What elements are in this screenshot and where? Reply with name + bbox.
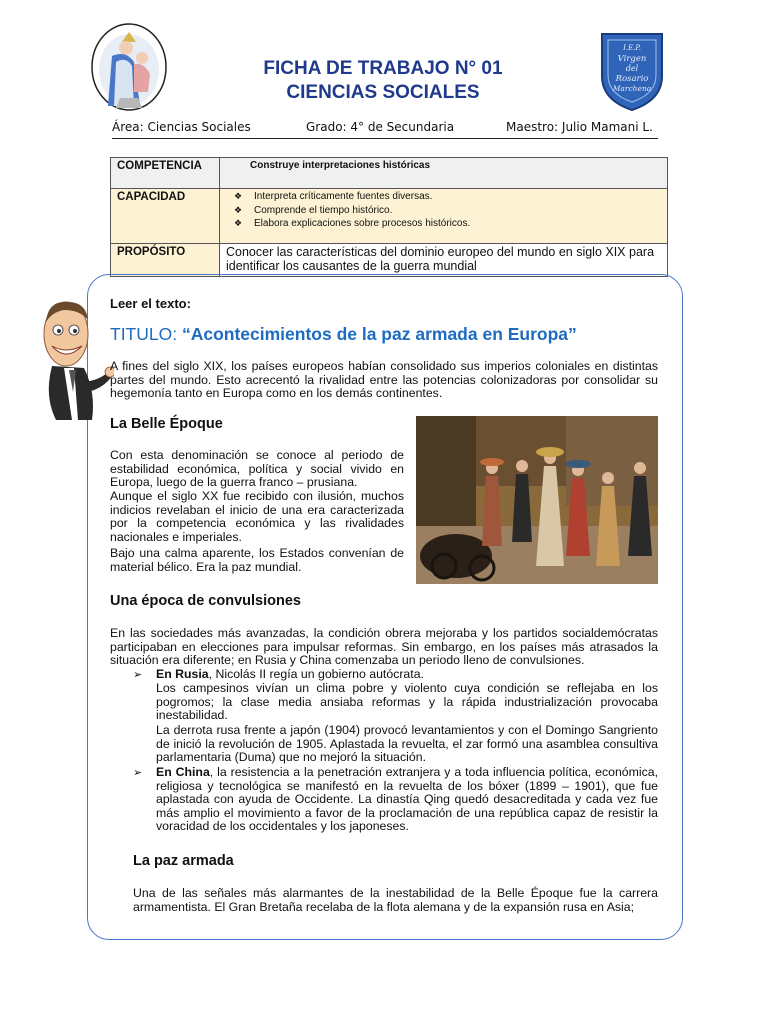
belle-paragraph-3: Bajo una calma aparente, los Estados convenían de material bélico. Era la paz mundial.: [110, 546, 404, 574]
capacidad-text: Elabora explicaciones sobre procesos históricos.: [254, 218, 471, 229]
rusia-label: En Rusia: [156, 667, 209, 681]
competency-table: [110, 157, 668, 277]
competencia-label: COMPETENCIA: [111, 158, 220, 189]
rusia-first-text: , Nicolás II regía un gobierno autócrata.: [208, 667, 424, 681]
subject-title: CIENCIAS SOCIALES: [286, 82, 480, 103]
virgin-mary-logo: [90, 22, 168, 112]
area-label: Área: Ciencias Sociales: [112, 120, 251, 134]
worksheet-title: FICHA DE TRABAJO N° 01: [263, 58, 503, 79]
course-info-line: [112, 120, 658, 139]
intro-paragraph: A fines del siglo XIX, los países europeos habían consolidado sus imperios coloniales en distintas partes del mundo. Esto acrecentó la rivalidad entre las potencias colonizadoras por consolidar su hegemonía tanto en Europa como en los demás continentes.: [110, 359, 658, 401]
belle-paragraph-2: Aunque el siglo XX fue recibido con ilusión, muchos indicios revelaban el inicio de una era caracterizada por la competencia económica y las rivalidades nacionales e imperiales.: [110, 489, 404, 544]
list-item: [234, 217, 667, 231]
heading-belle-epoque: La Belle Époque: [110, 416, 223, 432]
china-label: En China: [156, 765, 210, 779]
convulsiones-paragraph: En las sociedades más avanzadas, la condición obrera mejoraba y los partidos socialdemócratas participaban en elecciones para impulsar reformas. Sin embargo, en los países más atrasados la situación era diferente; en Rusia y China comenzaba un periodo lleno de convulsiones.: [110, 626, 658, 668]
paz-paragraph: Una de las señales más alarmantes de la inestabilidad de la Belle Époque fue la carrera armamentista. El Gran Bretaña recelaba de la flota alemana y de la expansión rusa en Asia;: [133, 886, 658, 914]
china-paragraph: [156, 766, 658, 834]
teacher-label: Maestro: Julio Mamani L.: [506, 120, 653, 134]
crest-text-4: Rosario: [615, 74, 649, 84]
diamond-bullet-icon: ❖: [234, 191, 243, 201]
list-item: [234, 204, 667, 218]
arrow-bullet-icon: ➢: [133, 767, 143, 779]
crest-text-2: Virgen: [617, 54, 647, 64]
reading-title: [110, 324, 577, 345]
proposito-value: Conocer las características del dominio europeo del mundo en siglo XIX para identificar los causantes de la guerra mundial: [220, 244, 668, 277]
arrow-bullet-icon: ➢: [133, 669, 143, 681]
crest-text-5: Marchena: [612, 84, 652, 93]
crest-text-1: I.E.P.: [623, 44, 641, 52]
proposito-label: PROPÓSITO: [111, 244, 220, 277]
capacidad-text: Comprende el tiempo histórico.: [254, 204, 393, 216]
capacidad-list: [220, 189, 667, 231]
competencia-value: Construye interpretaciones históricas: [220, 158, 668, 189]
list-item: [234, 190, 667, 204]
rusia-first-line: [156, 668, 658, 682]
belle-paragraph-1: Con esta denominación se conoce al periodo de estabilidad económica, política y social vivido en Europa, luego de la guerra franco – prusiana.: [110, 448, 404, 490]
diamond-bullet-icon: ❖: [234, 204, 243, 215]
school-crest-logo: [598, 30, 666, 112]
belle-epoque-painting: [416, 416, 658, 584]
titulo-text: “Acontecimientos de la paz armada en Europa”: [181, 324, 577, 344]
heading-paz-armada: La paz armada: [133, 853, 234, 869]
diamond-bullet-icon: ❖: [234, 218, 243, 228]
titulo-prefix: TITULO:: [110, 324, 182, 344]
grade-label: Grado: 4° de Secundaria: [306, 120, 455, 134]
cartoon-man-illustration: [34, 296, 114, 422]
capacidad-text: Interpreta críticamente fuentes diversas.: [254, 191, 433, 202]
rusia-paragraph-3: La derrota rusa frente a japón (1904) provocó levantamientos y con el Domingo Sangriento de inició la revolución de 1905. Aplastada la revuelta, el zar formó una asamblea consultiva parlamentaria (Duma) que no mejoró la situación.: [156, 723, 658, 765]
reading-instruction: Leer el texto:: [110, 296, 191, 311]
crest-text-3: del: [625, 64, 639, 73]
heading-convulsiones: Una época de convulsiones: [110, 593, 301, 609]
rusia-paragraph-2: Los campesinos vivían un clima pobre y violento cuya condición se reflejaba en los pogromos; la clase media ansiaba reformas y la rápida industrialización provocaba inestabilidad.: [156, 681, 658, 723]
china-text: , la resistencia a la penetración extranjera y a toda influencia política, económica, religiosa y tecnológica se manifestó en la revuelta de los bóxer (1899 – 1901), que fue aplastada con ayuda de Occidente. La dinastía Qing quedó desacreditada y cada vez fue más amplio el movimiento a favor de la proclamación de una república capaz de resistir la voracidad de los occidentales y los japoneses.: [156, 765, 658, 834]
capacidad-label: CAPACIDAD: [111, 189, 220, 244]
